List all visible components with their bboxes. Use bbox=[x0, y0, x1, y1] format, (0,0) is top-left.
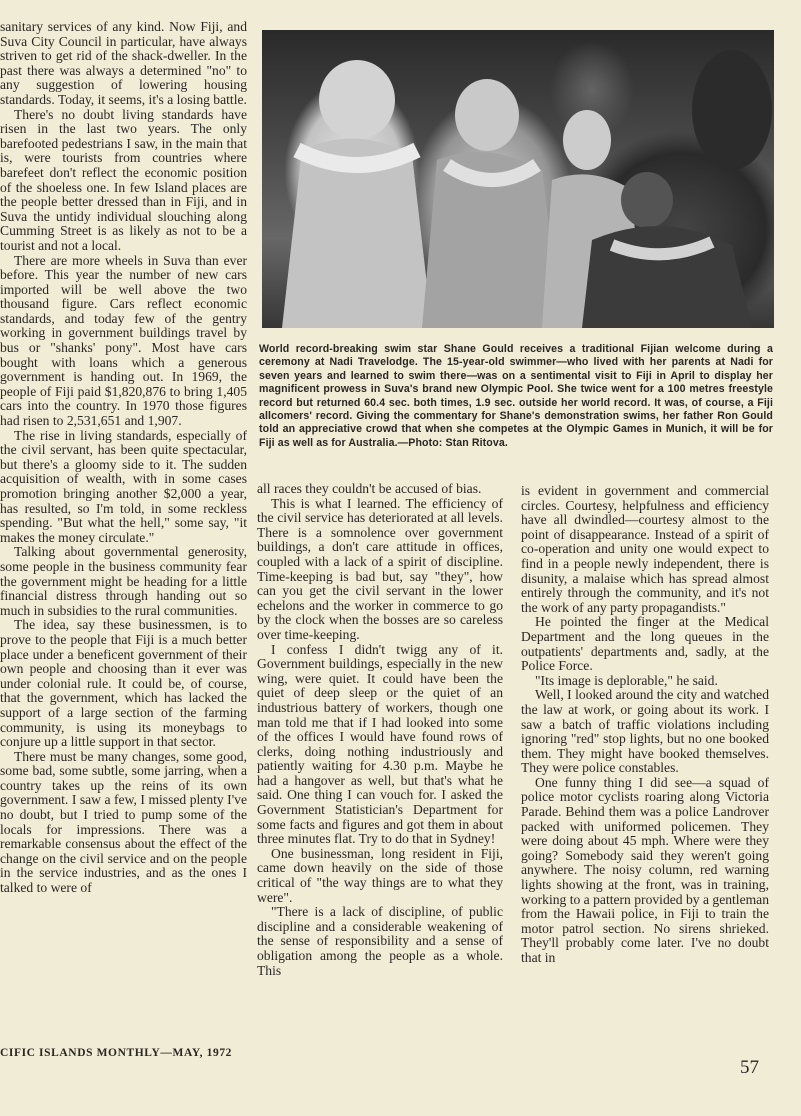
paragraph: I confess I didn't twigg any of it. Government buildings, especially in the new wing, were quiet. It could have been the quiet of deep sleep or the quiet of an industrious battery of workers, though one man told me that if I had looked into some of the offices I would have found rows of clerks, doing nothing industriously and patiently waiting for 4.30 p.m. Maybe he had a hangover as well, but that's what he said. One thing I can vouch for. I asked the Government Statistician's Department for some facts and figures and got them in about three minutes flat. Try to do that in Sydney! bbox=[257, 641, 503, 847]
paragraph: There must be many changes, some good, some bad, some subtle, some jarring, when a country takes up the reins of its own government. I saw a few, I missed plenty I've no doubt, but I tried to pump some of the locals for impressions. There was a remarkable consensus about the effect of the change on the civil service and on the people in the service industries, and as the ones I talked to were of bbox=[0, 748, 247, 896]
paragraph: One businessman, long resident in Fiji, came down heavily on the side of those critical of "the way things are to what they were". bbox=[257, 845, 503, 905]
photo-caption: World record-breaking swim star Shane Gould receives a traditional Fijian welcome during a ceremony at Nadi Travelodge. The 15-year-old swimmer—who lived with her parents at Nadi for seven years and learned to swim there—was on a sentimental visit to Fiji in April to display her magnificent prowess in Suva's brand new Olympic Pool. She twice went for a 100 metres freestyle record but returned 60.4 sec. both times, 1.9 sec. outside her world record. It was, of course, a Fiji allcomers' record. Giving the commentary for Shane's demonstration swims, her father Ron Gould told an appreciative crowd that when she competes at the Olympic Games in Munich, it will be for Fiji as well as for Australia.—Photo: Stan Ritova. bbox=[259, 343, 773, 449]
paragraph: "There is a lack of discipline, of public discipline and a considerable weakening of the sense of responsibility and a sense of obligation among the people as a whole. This bbox=[257, 904, 503, 978]
paragraph: "Its image is deplorable," he said. bbox=[535, 672, 718, 688]
paragraph: is evident in government and commercial circles. Courtesy, helpfulness and efficiency have all dwindled—courtesy almost to the point of disappearance. Instead of a spirit of co-operation and unity one would expect to find in a people newly independent, there is disunity, a malaise which has spread almost entirely through the community, and it's not the work of any party propagandists." bbox=[521, 484, 769, 615]
running-footer: CIFIC ISLANDS MONTHLY—MAY, 1972 bbox=[0, 1047, 233, 1059]
page-number: 57 bbox=[740, 1057, 759, 1078]
paragraph: There's no doubt living standards have risen in the last two years. The only barefooted pedestrians I saw, in the main that is, were tourists from countries where barefeet don't reflect the economic position of the shoeless one. In few Island places are the people better dressed than in Fiji, and in Suva the untidy individual slouching along Cumming Street is as likely as not to be a tourist and not a local. bbox=[0, 106, 247, 253]
paragraph: The idea, say these businessmen, is to prove to the people that Fiji is a much better place under a beneficent government of their own people and choosing than it ever was under colonial rule. It could be, of course, that the government, which has lacked the support of a large section of the farming community, is using its moneybags to conjure up a little support in that sector. bbox=[0, 617, 247, 750]
paragraph: all races they couldn't be accused of bias. bbox=[257, 482, 482, 496]
paragraph: He pointed the finger at the Medical Department and the long queues in the outpatients' departments and, sadly, at the Police Force. bbox=[521, 614, 769, 674]
text-column-right bbox=[521, 484, 769, 1044]
paragraph: Well, I looked around the city and watched the law at work, or going about its work. I saw a batch of traffic violations including ignoring "red" stop lights, but no one booked them. They might have booked themselves. They were police constables. bbox=[521, 687, 769, 776]
paragraph: There are more wheels in Suva than ever before. This year the number of new cars imported will be well above the two thousand figure. Cars reflect economic standards, and today few of the gentry working in government buildings travel by bus or "shanks' pony". Most have cars bought with loans which a generous government is handing out. In 1969, the people of Fiji paid $1,820,876 to bring 1,405 cars into the country. In 1970 those figures had risen to 2,531,651 and 1,907. bbox=[0, 252, 247, 429]
paragraph: One funny thing I did see—a squad of police motor cyclists roaring along Victoria Parade. Behind them was a police Landrover packed with uniformed policemen. They were doing about 45 mph. Where were they going? Somebody said they weren't going anywhere. The noisy column, red warning lights showing at the front, was in training, working to a pattern provided by a gentleman from the Hawaii police, in Fiji to train the motor patrol section. No sirens shrieked. They'll probably come later. I've no doubt that in bbox=[521, 774, 769, 965]
text-column-middle bbox=[257, 482, 503, 1042]
photo-illustration bbox=[262, 30, 774, 328]
news-photo bbox=[262, 30, 774, 328]
paragraph: sanitary services of any kind. Now Fiji, and Suva City Council in particular, have always striven to get rid of the shack-dweller. In the past there was always a determined "no" to any suggestion of lowering housing standards. Today, it seems, it's a losing battle. bbox=[0, 20, 247, 107]
paragraph: This is what I learned. The efficiency of the civil service has deteriorated at all levels. There is a somnolence over government buildings, a don't care attitude in offices, coupled with a lack of a spirit of discipline. Time-keeping is bad but, say "they", how can you get the civil servant in the lower echelons and the worker in commerce to go by the clock when the bosses are so careless over time-keeping. bbox=[257, 495, 503, 642]
paragraph: Talking about governmental generosity, some people in the business community fear the government might be heading for a little financial distress through handing out so much in subsidies to the rural communities. bbox=[0, 544, 247, 618]
text-column-left bbox=[0, 20, 247, 1035]
paragraph: The rise in living standards, especially of the civil servant, has been quite spectacular, but there's a gloomy side to it. The sudden acquisition of wealth, with in some cases promotion bringing another $2,000 a year, has resulted, so I'm told, in some reckless spending. "But what the hell," some say, "it makes the money circulate." bbox=[0, 427, 247, 545]
